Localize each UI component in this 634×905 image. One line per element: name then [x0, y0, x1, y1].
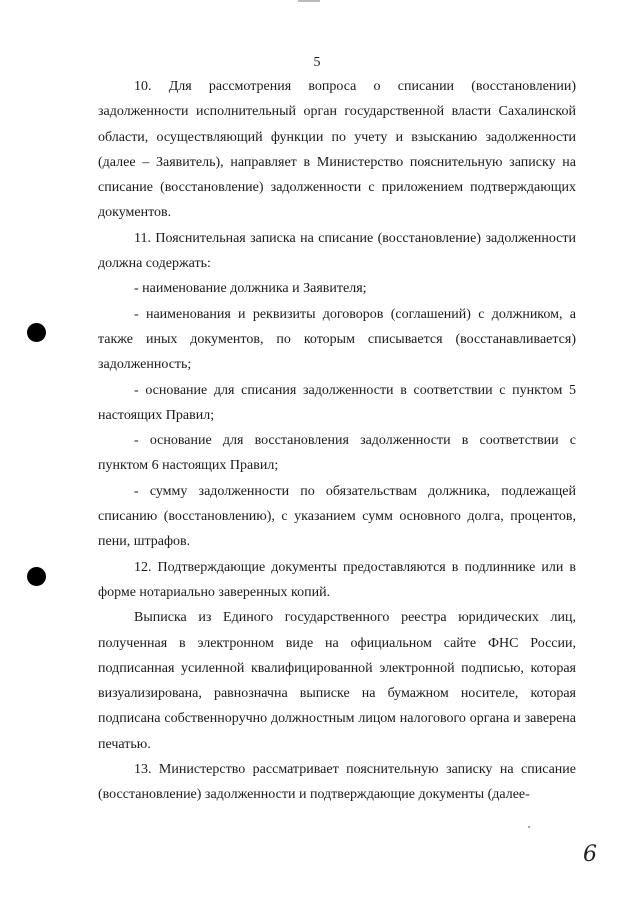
paragraph-11: 11. Пояснительная записка на списание (восстановление) задолженности должна содержать: — [98, 230, 576, 272]
paragraph-13: 13. Министерство рассматривает пояснительную записку на списание (восстановление) задолженности и подтверждающие документы (далее- — [98, 762, 576, 803]
punch-hole-top — [27, 323, 46, 342]
list-item-write-off-basis: - основание для списания задолженности в соответствии с пунктом 5 настоящих Правил; — [98, 382, 576, 423]
paragraph-10: 10. Для рассмотрения вопроса о списании (восстановлении) задолженности исполнительный орган государственной власти Сахалинской области, осуществляющий функции по учету и взысканию задолженности (далее – Заявитель), направляет в Министерство пояснительную записку на списание (восстановление) задолженности с приложением подтверждающих документов. — [98, 79, 576, 221]
list-item-debtor-name: - наименование должника и Заявителя; — [134, 281, 367, 297]
list-item-restore-basis: - основание для восстановления задолженности в соответствии с пунктом 6 настоящих Правил; — [98, 433, 576, 474]
handwritten-page-mark: 6 — [583, 842, 597, 867]
list-item-contracts: - наименования и реквизиты договоров (соглашений) с должником, а также иных документов, по которым списывается (восстанавливается) задолженность; — [98, 306, 576, 373]
top-edge-mark — [298, 0, 320, 2]
paragraph-12: 12. Подтверждающие документы предоставляются в подлиннике или в форме нотариально заверенных копий. — [98, 559, 576, 600]
paragraph-egrul-extract: Выписка из Единого государственного реестра юридических лиц, полученная в электронном виде на официальном сайте ФНС России, подписанная усиленной квалифицированной электронной подписью, которая визуализирована, равнозначна выписке на бумажном носителе, которая подписана собственноручно должностным лицом налогового органа и заверена печатью. — [98, 610, 576, 752]
page-number: 5 — [313, 55, 321, 70]
list-item-debt-amount: - сумму задолженности по обязательствам должника, подлежащей списанию (восстановлению), с указанием сумм основного долга, процентов, пени, штрафов. — [98, 483, 576, 550]
scan-speck — [528, 826, 530, 828]
punch-hole-bottom — [27, 567, 46, 586]
document-body — [98, 74, 576, 808]
